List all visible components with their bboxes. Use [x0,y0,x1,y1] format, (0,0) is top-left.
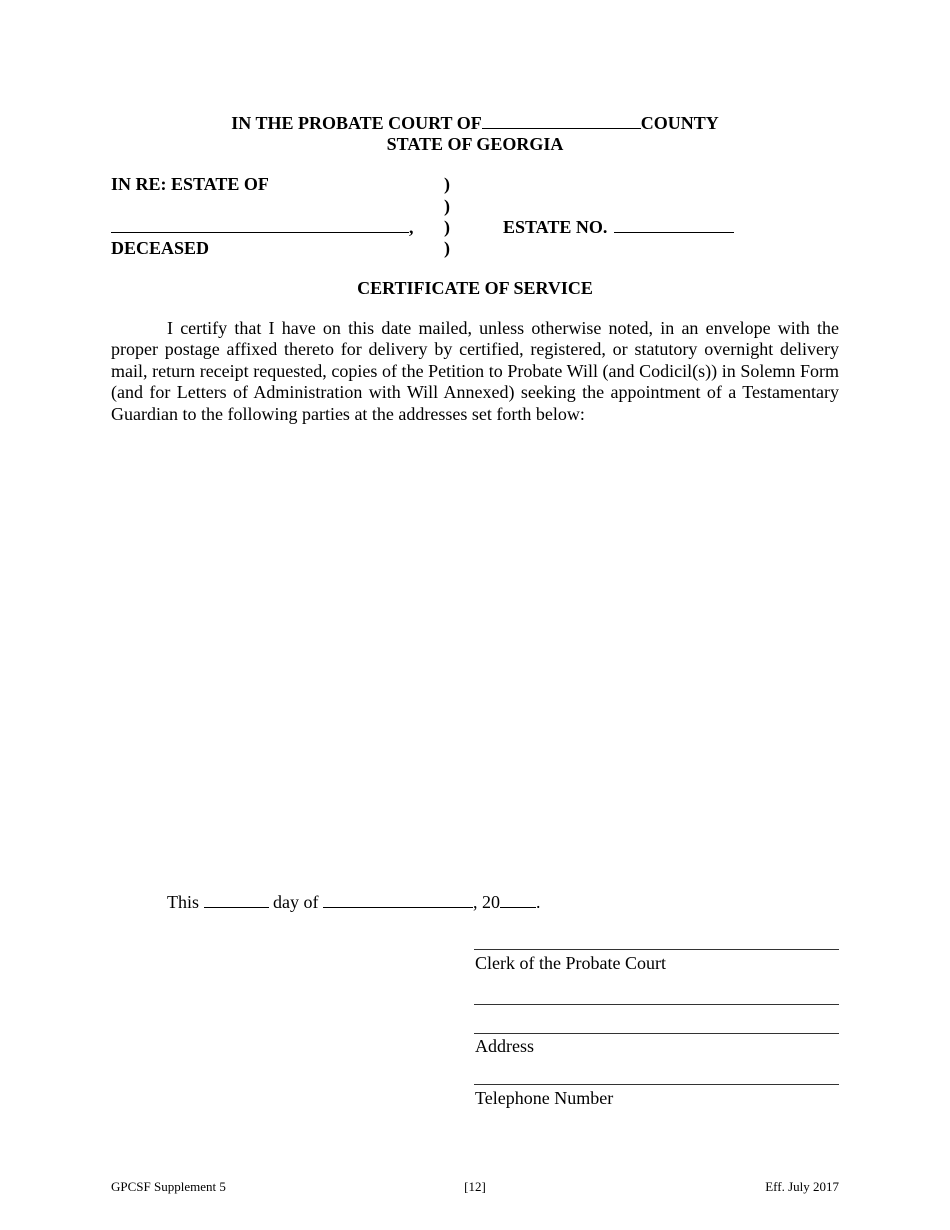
clerk-signature-line[interactable] [474,949,839,950]
day-blank[interactable] [204,891,269,908]
date-line [167,891,541,913]
court-prefix: IN THE PROBATE COURT OF [231,113,482,133]
certification-text: I certify that I have on this date mailed, unless otherwise noted, in an envelope with the proper postage affixed thereto for delivery by certified, registered, or statutory overnight delivery mail, return receipt requested, copies of the Petition to Probate Will (and Codicil(s)) in Solemn Form (and for Letters of Administration with Will Annexed) seeking the appointment of a Testamentary Guardian to the following parties at the addresses set forth below: [111,318,839,424]
this-label: This [167,892,200,912]
telephone-line[interactable] [474,1084,839,1085]
month-blank[interactable] [323,891,473,908]
deceased-label: DECEASED [111,238,210,258]
date-period: . [536,892,541,912]
caption-paren: ) [444,238,450,258]
certificate-title: CERTIFICATE OF SERVICE [357,278,593,298]
caption-paren: ) [444,217,450,237]
address-label: Address [475,1036,534,1056]
footer-effective-date: Eff. July 2017 [765,1179,839,1194]
caption-paren: ) [444,174,450,194]
estate-no-row [503,217,734,238]
telephone-label: Telephone Number [475,1088,614,1108]
year-blank[interactable] [500,891,536,908]
estate-no-label: ESTATE NO. [503,217,608,237]
decedent-name-row [111,217,414,238]
caption-paren: ) [444,196,450,216]
clerk-label: Clerk of the Probate Court [475,953,666,973]
certification-paragraph [111,318,839,425]
court-suffix: COUNTY [640,113,719,133]
footer-page-number: [12] [464,1179,486,1194]
court-heading [0,113,950,134]
in-re-label: IN RE: ESTATE OF [111,174,269,194]
address-line-2[interactable] [474,1033,839,1034]
address-line-1[interactable] [474,1004,839,1005]
decedent-comma: , [409,217,414,237]
footer-form-id: GPCSF Supplement 5 [111,1179,226,1194]
year-prefix: , 20 [473,892,500,912]
decedent-name-blank[interactable] [111,218,409,233]
estate-no-blank[interactable] [614,218,734,233]
county-blank[interactable] [482,114,641,129]
day-of-label: day of [273,892,319,912]
state-heading: STATE OF GEORGIA [386,134,564,154]
